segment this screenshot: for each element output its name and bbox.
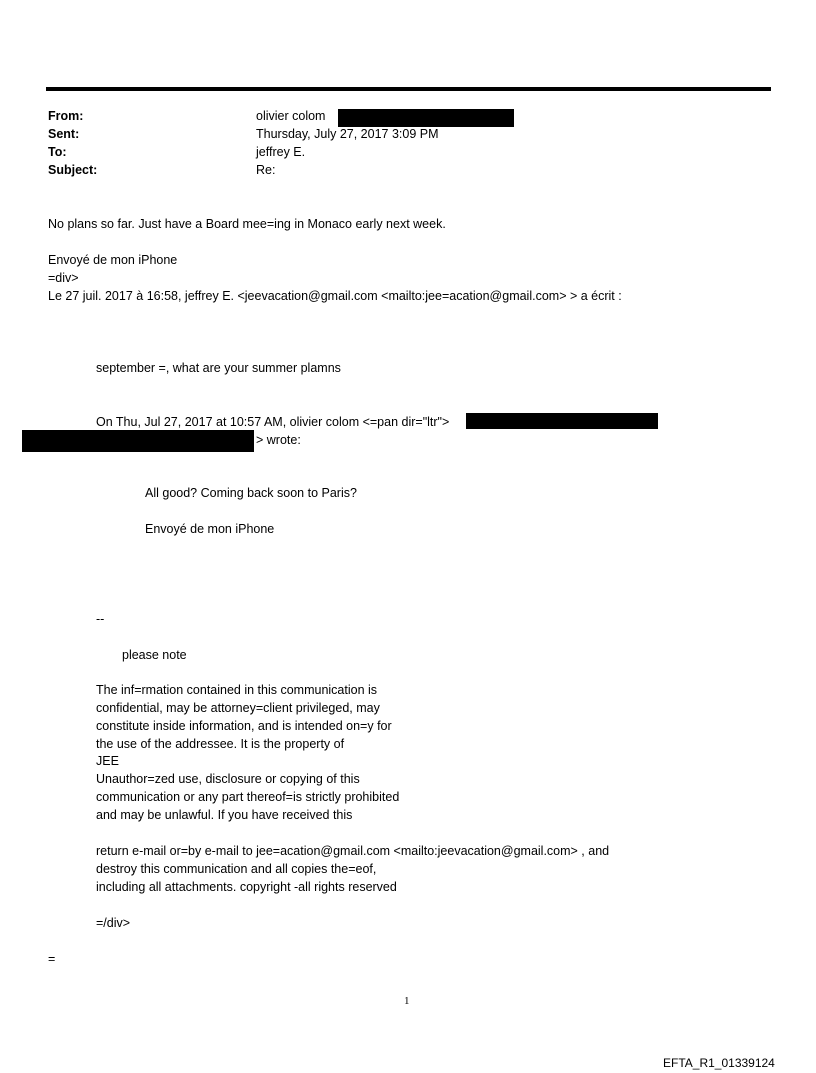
disclaimer-line: and may be unlawful. If you have received this: [96, 808, 353, 822]
to-value: jeffrey E.: [256, 145, 306, 159]
reply-text: No plans so far. Just have a Board mee=ing in Monaco early next week.: [48, 217, 446, 231]
sig-dashes: --: [96, 612, 105, 626]
return-line: including all attachments. copyright -all rights reserved: [96, 880, 397, 894]
return-line: destroy this communication and all copies the=eof,: [96, 862, 377, 876]
wrote-line: > wrote:: [256, 433, 301, 447]
september-line: september =, what are your summer plamns: [96, 361, 341, 375]
redaction-box: [22, 430, 254, 452]
subject-value: Re:: [256, 163, 276, 177]
disclaimer-line: confidential, may be attorney=client privileged, may: [96, 701, 380, 715]
sent-label: Sent:: [48, 127, 80, 141]
disclaimer-line: communication or any part thereof=is strictly prohibited: [96, 790, 400, 804]
quote-intro: Le 27 juil. 2017 à 16:58, jeffrey E. <jeevacation@gmail.com <mailto:jee=acation@gmail.com> > a écrit :: [48, 289, 622, 303]
sent-value: Thursday, July 27, 2017 3:09 PM: [256, 127, 439, 141]
disclaimer-line: The inf=rmation contained in this communication is: [96, 683, 378, 697]
disclaimer-line: JEE: [96, 754, 119, 768]
page-number: 1: [404, 995, 410, 1007]
div-open-tag: =div>: [48, 271, 79, 285]
document-id: EFTA_R1_01339124: [663, 1056, 775, 1070]
inner-signature: Envoyé de mon iPhone: [145, 522, 275, 536]
to-label: To:: [48, 145, 67, 159]
inner-message: All good? Coming back soon to Paris?: [145, 486, 357, 500]
from-label: From:: [48, 109, 84, 123]
redaction-box: [466, 413, 658, 429]
disclaimer-line: the use of the addressee. It is the property of: [96, 737, 345, 751]
please-note: please note: [122, 648, 187, 662]
div-close-tag: =/div>: [96, 916, 131, 930]
disclaimer-line: constitute inside information, and is intended on=y for: [96, 719, 392, 733]
from-value: olivier colom: [256, 109, 326, 123]
signature: Envoyé de mon iPhone: [48, 253, 178, 267]
trailing-equals: =: [48, 952, 56, 966]
header-rule: [46, 87, 771, 91]
return-line: return e-mail or=by e-mail to jee=acation@gmail.com <mailto:jeevacation@gmail.com> , and: [96, 844, 610, 858]
disclaimer-line: Unauthor=zed use, disclosure or copying of this: [96, 772, 360, 786]
on-thu-line: On Thu, Jul 27, 2017 at 10:57 AM, olivier colom <=pan dir="ltr">: [96, 415, 450, 429]
subject-label: Subject:: [48, 163, 98, 177]
